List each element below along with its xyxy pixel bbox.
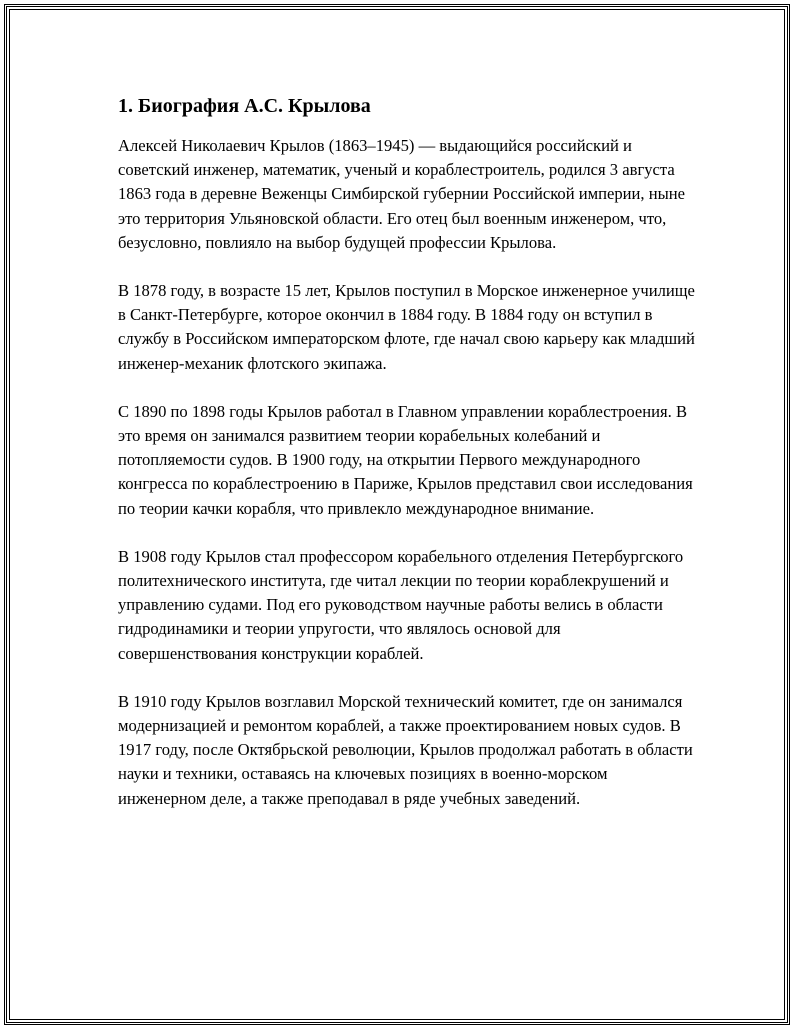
paragraph-4: В 1908 году Крылов стал профессором корабельного отделения Петербургского политехнического института, где читал лекции по теории кораблекрушений и управлению судами. Под его руководством научные работы велись в области гидродинамики и теории упругости, что являлось основой для совершенствования конструкции кораблей. [118, 546, 684, 663]
document-body [118, 94, 698, 835]
paragraph-2: В 1878 году, в возрасте 15 лет, Крылов поступил в Морское инженерное училище в Санкт-Петербурге, которое окончил в 1884 году. В 1884 году он вступил в службу в Российском императорском флоте, где начал свою карьеру как младший инженер-механик флотского экипажа. [118, 281, 695, 373]
paragraph-1: Алексей Николаевич Крылов (1863–1945) — выдающийся российский и советский инженер, математик, ученый и кораблестроитель, родился 3 августа 1863 года в деревне Веженцы Симбирской губернии Российской империи, ныне это территория Ульяновской области. Его отец был военным инженером, что, безусловно, повлияло на выбор будущей профессии Крылова. [118, 136, 686, 252]
paragraph-5: В 1910 году Крылов возглавил Морской технический комитет, где он занимался модернизацией и ремонтом кораблей, а также проектированием новых судов. В 1917 году, после Октябрьской революции, Крылов продолжал работать в области науки и техники, оставаясь на ключевых позициях в военно-морском инженерном деле, а также преподавал в ряде учебных заведений. [118, 691, 693, 808]
section-heading: 1. Биография А.С. Крылова [118, 95, 371, 117]
paragraph-3: С 1890 по 1898 годы Крылов работал в Главном управлении кораблестроения. В это время он занимался развитием теории корабельных колебаний и потопляемости судов. В 1900 году, на открытии Первого международного конгресса по кораблестроению в Париже, Крылов представил свои исследования по теории качки корабля, что привлекло международное внимание. [118, 401, 693, 518]
